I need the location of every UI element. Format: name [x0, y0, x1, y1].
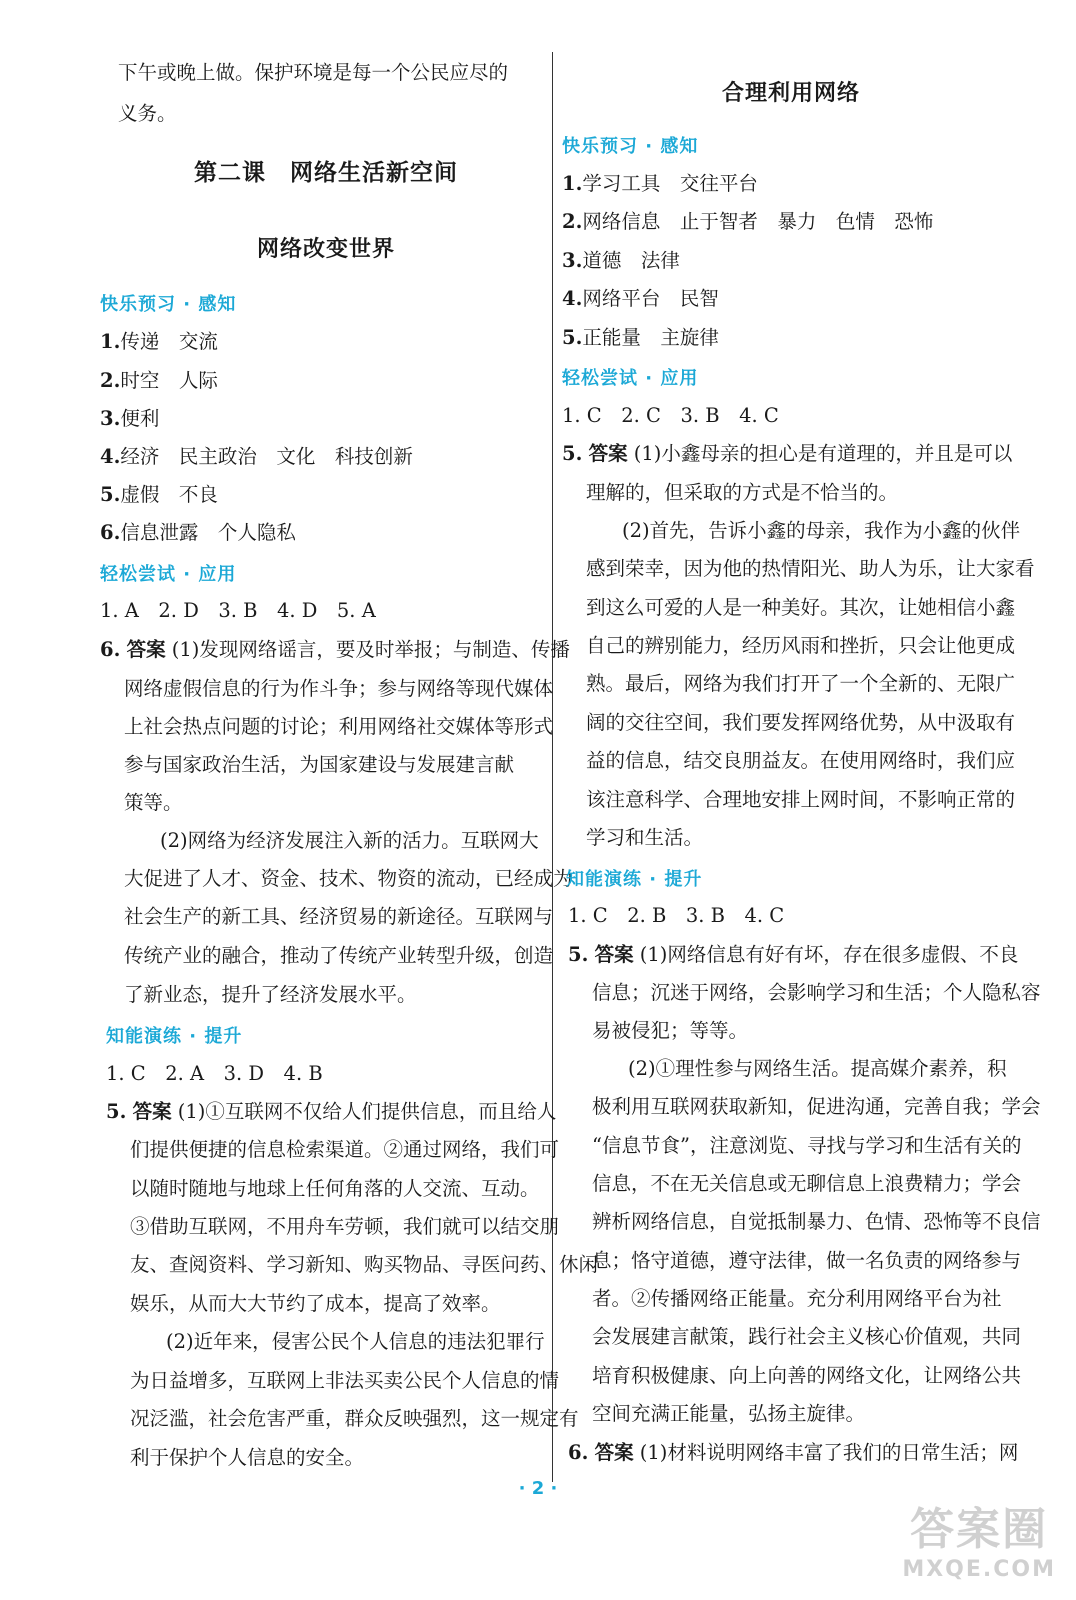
answer-line: 5. 答案 (1)网络信息有好有坏，存在很多虚假、不良 — [568, 943, 1019, 966]
choice-answers: 1. C 2. C 3. B 4. C — [562, 404, 779, 427]
answer-line: 熟。最后，网络为我们打开了一个全新的、无限广 — [586, 672, 1016, 695]
answer-line: 况泛滥，社会危害严重，群众反映强烈，这一规定有 — [130, 1407, 579, 1430]
answer-line: 会发展建言献策，践行社会主义核心价值观，共同 — [592, 1325, 1022, 1348]
section-label-practice: 知能演练 · 提升 — [106, 1026, 243, 1047]
answer-line: 利于保护个人信息的安全。 — [130, 1446, 365, 1469]
answer-line: “信息节食”，注意浏览、寻找与学习和生活有关的 — [592, 1134, 1022, 1157]
answer-line: 易被侵犯；等等。 — [592, 1019, 749, 1042]
answer-line: 参与国家政治生活，为国家建设与发展建言献 — [124, 753, 515, 776]
answer-line: 上社会热点问题的讨论；利用网络社交媒体等形式 — [124, 715, 554, 738]
list-item: 3.便利 — [100, 407, 160, 430]
list-item: 5.正能量 主旋律 — [562, 326, 719, 349]
answer-line: 信息，不在无关信息或无聊信息上浪费精力；学会 — [592, 1172, 1022, 1195]
watermark-title: 答案圈 — [910, 1504, 1049, 1555]
answer-line: 到这么可爱的人是一种美好。其次，让她相信小鑫 — [586, 596, 1016, 619]
answer-line: 为日益增多，互联网上非法买卖公民个人信息的情 — [130, 1369, 560, 1392]
answer-line: 们提供便捷的信息检索渠道。②通过网络，我们可 — [130, 1138, 560, 1161]
choice-answers: 1. C 2. A 3. D 4. B — [106, 1062, 323, 1085]
answer-line: (2)网络为经济发展注入新的活力。互联网大 — [160, 829, 539, 852]
answer-line: 娱乐，从而大大节约了成本，提高了效率。 — [130, 1292, 501, 1315]
answer-line: 益的信息，结交良朋益友。在使用网络时，我们应 — [586, 749, 1016, 772]
answer-line: ③借助互联网，不用舟车劳顿，我们就可以结交朋 — [130, 1215, 560, 1238]
list-item: 6.信息泄露 个人隐私 — [100, 521, 296, 544]
watermark — [902, 1493, 1056, 1582]
answer-line: 传统产业的融合，推动了传统产业转型升级，创造 — [124, 944, 554, 967]
watermark-url: MXQE.COM — [902, 1557, 1056, 1582]
answer-line: 极利用互联网获取新知，促进沟通，完善自我；学会 — [592, 1095, 1041, 1118]
answer-line: 信息；沉迷于网络，会影响学习和生活；个人隐私容 — [592, 981, 1041, 1004]
list-item: 1.传递 交流 — [100, 330, 218, 353]
choice-answers: 1. C 2. B 3. B 4. C — [568, 904, 785, 927]
answer-line: (2)首先，告诉小鑫的母亲，我作为小鑫的伙伴 — [622, 519, 1021, 542]
answer-line: 阔的交往空间，我们要发挥网络优势，从中汲取有 — [586, 711, 1016, 734]
answer-line: 息；恪守道德，遵守法律，做一名负责的网络参与 — [592, 1249, 1022, 1272]
answer-line: 策等。 — [124, 791, 183, 814]
section-label-practice: 知能演练 · 提升 — [566, 869, 703, 890]
continued-text-line: 义务。 — [118, 102, 177, 125]
section-title: 合理利用网络 — [721, 81, 860, 106]
answer-line: 培育积极健康、向上向善的网络文化，让网络公共 — [592, 1364, 1022, 1387]
list-item: 4.经济 民主政治 文化 科技创新 — [100, 445, 413, 468]
list-item: 3.道德 法律 — [562, 249, 680, 272]
list-item: 2.时空 人际 — [100, 369, 218, 392]
answer-line: 理解的，但采取的方式是不恰当的。 — [586, 481, 899, 504]
answer-line: 大促进了人才、资金、技术、物资的流动，已经成为 — [124, 867, 573, 890]
list-item: 2.网络信息 止于智者 暴力 色情 恐怖 — [562, 210, 934, 233]
section-label-preview: 快乐预习 · 感知 — [562, 136, 699, 157]
answer-line: 友、查阅资料、学习新知、购买物品、寻医问药、休闲 — [130, 1253, 599, 1276]
answer-line: 学习和生活。 — [586, 826, 704, 849]
answer-line: 以随时随地与地球上任何角落的人交流、互动。 — [130, 1177, 540, 1200]
answer-line: 5. 答案 (1)①互联网不仅给人们提供信息，而且给人 — [106, 1100, 557, 1123]
answer-line: (2)①理性参与网络生活。提高媒介素养，积 — [628, 1057, 1007, 1080]
page-number: · 2 · — [518, 1478, 558, 1499]
section-label-try: 轻松尝试 · 应用 — [100, 564, 237, 585]
answer-line: 6. 答案 (1)材料说明网络丰富了我们的日常生活；网 — [568, 1441, 1019, 1464]
list-item: 1.学习工具 交往平台 — [562, 172, 758, 195]
answer-line: 了新业态，提升了经济发展水平。 — [124, 983, 417, 1006]
list-item: 4.网络平台 民智 — [562, 287, 719, 310]
answer-line: 6. 答案 (1)发现网络谣言，要及时举报；与制造、传播 — [100, 638, 570, 661]
answer-line: 辨析网络信息，自觉抵制暴力、色情、恐怖等不良信 — [592, 1210, 1041, 1233]
answer-line: (2)近年来，侵害公民个人信息的违法犯罪行 — [166, 1330, 545, 1353]
answer-line: 5. 答案 (1)小鑫母亲的担心是有道理的，并且是可以 — [562, 442, 1013, 465]
answer-line: 该注意科学、合理地安排上网时间，不影响正常的 — [586, 788, 1016, 811]
answer-line: 自己的辨别能力，经历风雨和挫折，只会让他更成 — [586, 634, 1016, 657]
lesson-title: 第二课 网络生活新空间 — [194, 160, 458, 186]
answer-line: 社会生产的新工具、经济贸易的新途径。互联网与 — [124, 905, 554, 928]
section-title: 网络改变世界 — [256, 237, 395, 262]
list-item: 5.虚假 不良 — [100, 483, 218, 506]
continued-text-line: 下午或晚上做。保护环境是每一个公民应尽的 — [118, 61, 509, 84]
section-label-try: 轻松尝试 · 应用 — [562, 368, 699, 389]
answer-line: 感到荣幸，因为他的热情阳光、助人为乐，让大家看 — [586, 557, 1035, 580]
section-label-preview: 快乐预习 · 感知 — [100, 294, 237, 315]
answer-line: 者。②传播网络正能量。充分利用网络平台为社 — [592, 1287, 1002, 1310]
choice-answers: 1. A 2. D 3. B 4. D 5. A — [100, 599, 376, 622]
answer-line: 空间充满正能量，弘扬主旋律。 — [592, 1402, 866, 1425]
answer-line: 网络虚假信息的行为作斗争；参与网络等现代媒体 — [124, 677, 554, 700]
